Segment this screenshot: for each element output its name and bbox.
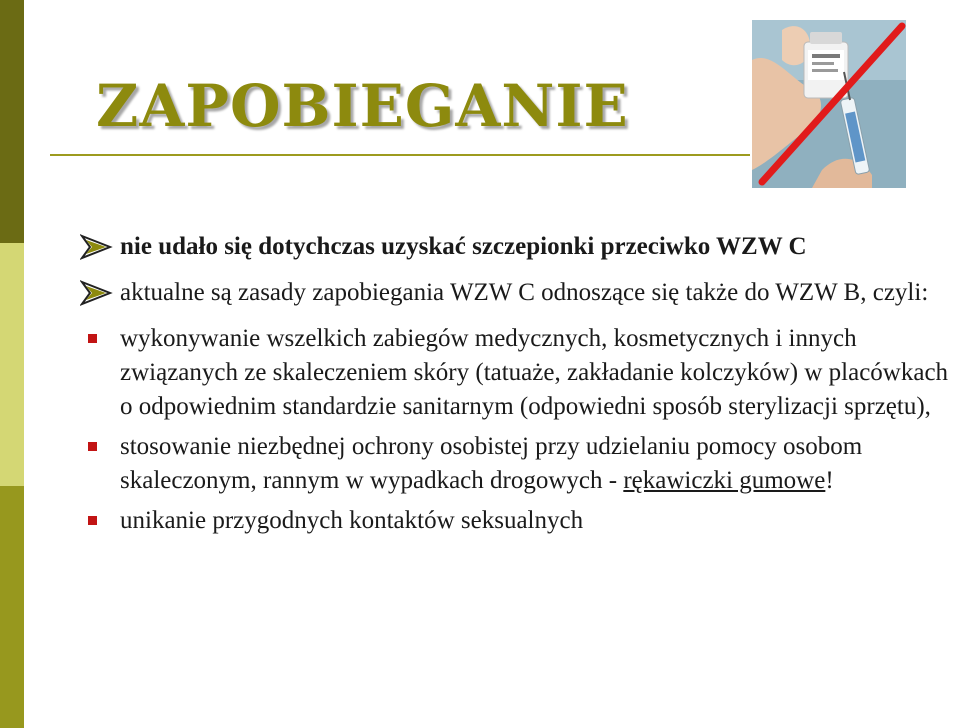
list-item-text: stosowanie niezbędnej ochrony osobistej przy udzielaniu pomocy osobom skaleczonym, rannym w wypadkach drogowych - <box>120 433 863 494</box>
title-underline-rule <box>50 154 750 156</box>
slide-title: ZAPOBIEGANIE <box>96 72 629 140</box>
vaccine-syringe-crossed-icon <box>752 20 906 188</box>
list-item-text: wykonywanie wszelkich zabiegów medycznych, kosmetycznych i innych związanych ze skaleczeniem skóry (tatuaże, zakładanie kolczyków) w placówkach o odpowiednim standardzie sanitarnym (odpowiedni sposób sterylizacji sprzętu), <box>120 325 949 420</box>
list-item-text: aktualne są zasady zapobiegania WZW C odnoszące się także do WZW B, czyli: <box>120 279 929 306</box>
bullet-list <box>80 230 960 544</box>
left-accent-bar <box>0 0 24 728</box>
list-item-text-end: ! <box>825 467 834 494</box>
list-item <box>80 230 960 264</box>
list-item <box>80 276 960 310</box>
left-bar-segment-light <box>0 243 24 486</box>
arrow-bullet-icon <box>80 234 114 260</box>
list-item-text: nie udało się dotychczas uzyskać szczepionki przeciwko WZW C <box>120 233 807 260</box>
arrow-bullet-icon <box>80 280 114 306</box>
square-bullet-icon <box>88 442 97 451</box>
square-bullet-icon <box>88 516 97 525</box>
square-bullet-icon <box>88 334 97 343</box>
gloves-link[interactable]: rękawiczki gumowe <box>623 467 826 494</box>
list-item-text: unikanie przygodnych kontaktów seksualnych <box>120 507 584 534</box>
list-item <box>80 322 960 424</box>
left-bar-segment-medium <box>0 486 24 728</box>
left-bar-segment-dark <box>0 0 24 243</box>
list-item <box>80 504 960 538</box>
list-item <box>80 430 960 498</box>
